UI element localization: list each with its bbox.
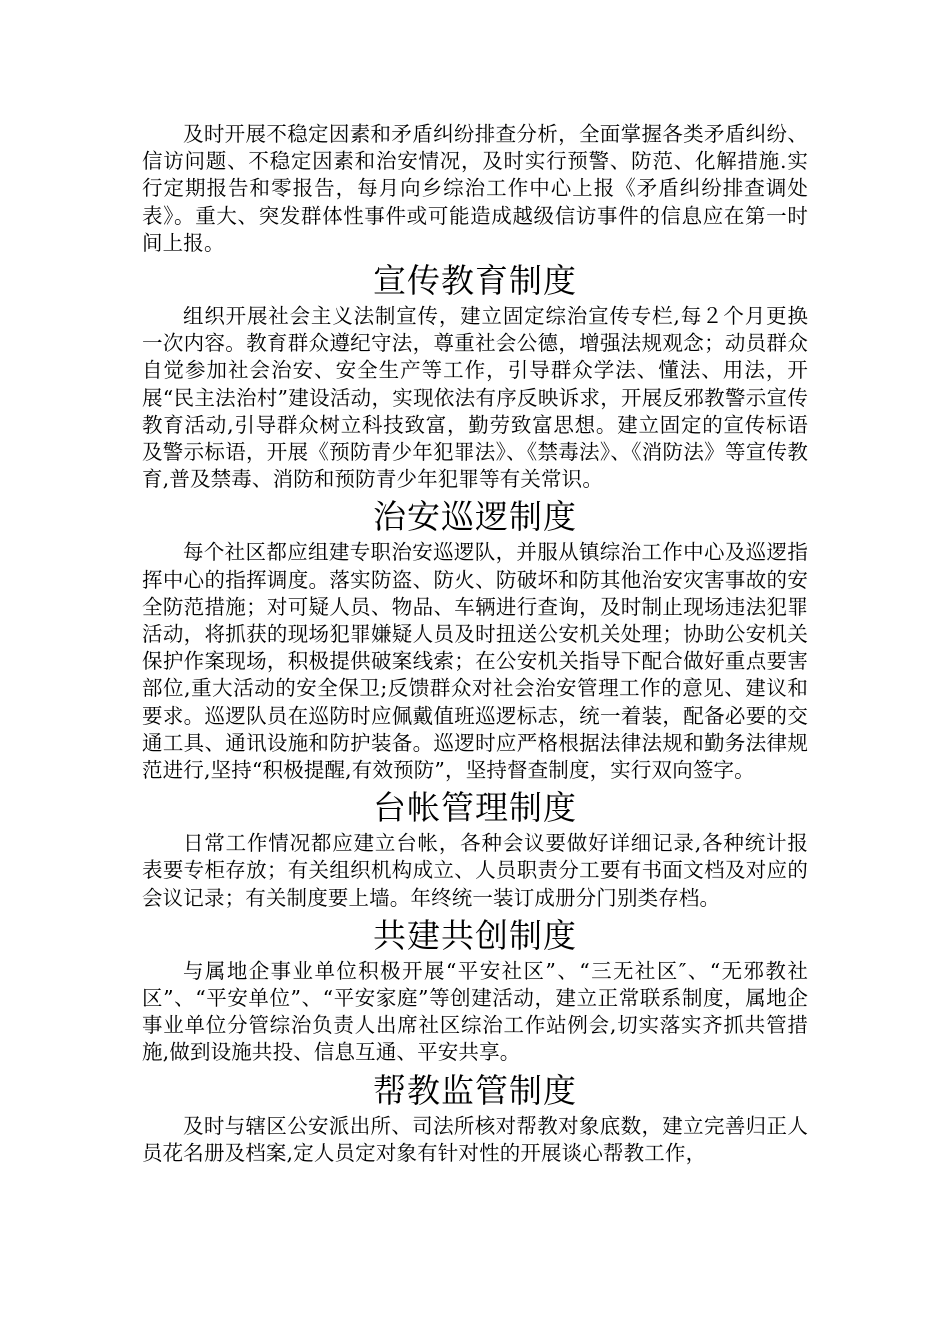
heading-joint-construction: 共建共创制度	[373, 915, 577, 955]
heading-publicity-education: 宣传教育制度	[373, 261, 577, 301]
paragraph-publicity-education: 组织开展社会主义法制宣传，建立固定综治宣传专栏,每２个月更换一次内容。教育群众遵纪守法，尊重社会公德，增强法规观念；动员群众自觉参加社会治安、安全生产等工作，引导群众学法、懂法、用法，开展“民主法治村”建设活动，实现依法有序反映诉求，开展反邪教警示宣传教育活动,引导群众树立科技致富，勤劳致富思想。建立固定的宣传标语及警示标语，开展《预防青少年犯罪法》、《禁毒法》、《消防法》等宣传教育,普及禁毒、消防和预防青少年犯罪等有关常识。	[142, 304, 808, 492]
paragraph-joint-construction: 与属地企事业单位积极开展“平安社区”、“三无社区″、“无邪教社区”、“平安单位”、“平安家庭”等创建活动，建立正常联系制度，属地企事业单位分管综治负责人出席社区综治工作站例会,切实落实齐抓共管措施,做到设施共投、信息互通、平安共享。	[142, 958, 808, 1065]
heading-ledger-management: 台帐管理制度	[373, 788, 577, 828]
intro-paragraph: 及时开展不稳定因素和矛盾纠纷排查分析，全面掌握各类矛盾纠纷、信访问题、不稳定因素和治安情况，及时实行预警、防范、化解措施.实行定期报告和零报告，每月向乡综治工作中心上报《矛盾纠纷排查调处表》。重大、突发群体性事件或可能造成越级信访事件的信息应在第一时间上报。	[142, 122, 808, 255]
paragraph-security-patrol: 每个社区都应组建专职治安巡逻队，并服从镇综治工作中心及巡逻指挥中心的指挥调度。落实防盗、防火、防破坏和防其他治安灾害事故的安全防范措施；对可疑人员、物品、车辆进行查询，及时制止现场违法犯罪活动，将抓获的现场犯罪嫌疑人员及时扭送公安机关处理；协助公安机关保护作案现场，积极提供破案线索；在公安机关指导下配合做好重点要害部位,重大活动的安全保卫;反馈群众对社会治安管理工作的意见、建议和要求。巡逻队员在巡防时应佩戴值班巡逻标志，统一着装，配备必要的交通工具、通讯设施和防护装备。巡逻时应严格根据法律法规和勤务法律规范进行,坚持“积极提醒,有效预防”，坚持督查制度，实行双向签字。	[142, 540, 808, 783]
paragraph-ledger-management: 日常工作情况都应建立台帐，各种会议要做好详细记录,各种统计报表要专柜存放；有关组织机构成立、人员职责分工要有书面文档及对应的会议记录；有关制度要上墙。年终统一装订成册分门别类存档。	[142, 831, 808, 910]
paragraph-assistance-supervision: 及时与辖区公安派出所、司法所核对帮教对象底数，建立完善归正人员花名册及档案,定人员定对象有针对性的开展谈心帮教工作，	[142, 1113, 808, 1165]
heading-security-patrol: 治安巡逻制度	[373, 497, 577, 537]
document-page	[142, 121, 808, 1167]
heading-assistance-supervision: 帮教监管制度	[373, 1070, 577, 1110]
